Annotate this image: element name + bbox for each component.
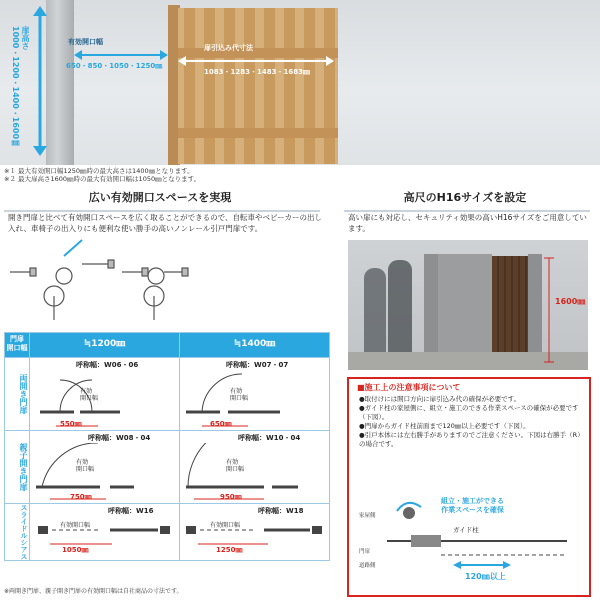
row-slide-lucias: スライドルシアス [5,504,30,561]
caution-item: ●ガイド柱の家屋側に、組立・施工のできる作業スペースの確保が必要です（下図）。 [359,404,579,421]
caution-item: ●門扉からガイド柱前面まで120㎜以上必要です（下図）。 [359,422,530,430]
caution-item: ●取付けには開口方向に扉引込み代の確保が必要です。 [359,395,521,403]
install-diagram [357,497,581,589]
left-section-paragraph: 開き門扉と比べて有効開口スペースを広く取ることができるので、自転車やベビーカーの出し入れ、車椅子の出入りにも便利な使い勝手の高いノンレール引戸門扉です。 [8,213,323,233]
wall-pillar [528,254,542,364]
model-name: 呼称幅：W10・04 [238,434,301,442]
inner-label: 有効 開口幅 [80,388,99,402]
height-label: 1600㎜ [555,297,586,306]
door-height-label: 扉高さ 1000・1200・1400・1600㎜ [11,26,30,148]
row-double-swing: 両開き門扉 [5,358,30,431]
person-silhouette [364,268,386,358]
table-footnote: ※両開き門扉、親子開き門扉の有効開口幅は自社商品の寸法です。 [4,588,183,595]
opening-comparison-table [4,332,330,561]
inner-label: 有効 開口幅 [230,388,249,402]
sliding-gate-image [178,8,338,164]
wall-pillar [424,254,438,364]
person-silhouette [388,260,412,360]
cell-slide-1400 [180,504,329,556]
height-arrow-icon [544,256,554,364]
retract-label: 扉引込み代寸法 [204,44,253,52]
door-diagram [180,370,330,430]
cell-parent-child-1400 [180,431,329,503]
caution-title: ■施工上の注意事項について [357,383,461,392]
opening-dim: 550㎜ [60,420,82,428]
inner-label: 有効 開口幅 [226,459,245,473]
cell-parent-child-1200 [30,431,179,503]
min-distance-label: 120㎜以上 [465,572,506,581]
inner-label: 有効開口幅 [210,522,241,529]
door-diagram [30,370,180,430]
retract-values: 1083・1283・1483・1683㎜ [204,68,310,76]
guide-post-label: ガイド柱 [453,526,479,534]
caution-box [347,377,591,597]
workspace-bubble: 組立・施工ができる 作業スペースを確保 [441,497,504,514]
road-side-label: 道路側 [359,563,376,569]
height-arrow-icon [30,6,50,156]
inner-label: 有効 開口幅 [76,459,95,473]
door-diagram [30,516,180,556]
door-diagram [180,443,330,503]
col-1200: ≒1200㎜ [30,333,180,358]
tall-gate [492,256,528,364]
cell-slide-1200 [30,504,179,556]
opening-width-label: 有効開口幅 [68,38,103,46]
opening-width-values: 650・850・1050・1250㎜ [66,62,163,70]
opening-dim: 950㎜ [220,493,242,501]
opening-arrow-icon [74,48,168,62]
hero-image [0,0,600,165]
note-1: ※１ 最大有効開口幅1250㎜時の最大高さは1400㎜となります。 [4,167,194,175]
model-name: 呼称幅：W18 [258,507,304,515]
opening-dim: 1250㎜ [216,546,243,554]
usage-illustration [4,236,324,322]
caution-item: ●引戸本体には左右勝手がありますのでご注意ください。下図は右勝手（R）の場合です。 [359,431,581,448]
gate-post [46,0,74,165]
cell-double-swing-1200 [30,358,179,430]
door-diagram [180,516,330,556]
opening-dim: 1050㎜ [62,546,89,554]
note-2: ※２ 最大扉高さ1600㎜時の最大有効開口幅は1050㎜となります。 [4,175,201,183]
table-corner: 門扉 開口幅 [5,333,30,358]
model-name: 呼称幅：W16 [108,507,154,515]
opening-dim: 750㎜ [70,493,92,501]
door-diagram [30,443,180,503]
right-section-heading: 高尺のH16サイズを設定 [403,191,527,204]
wall [438,254,492,364]
cell-double-swing-1400 [180,358,329,430]
row-parent-child: 親子開き門扉 [5,431,30,504]
tall-gate-photo [348,240,588,370]
model-name: 呼称幅：W07・07 [226,361,289,369]
right-section-paragraph: 高い扉にも対応し、セキュリティ効果の高いH16サイズをご用意しています。 [348,213,587,233]
retract-arrow-icon [178,54,334,68]
hero-notes [4,167,424,183]
left-section-heading: 広い有効開口スペースを実現 [88,191,232,204]
door-label: 門扉 [359,549,371,555]
house-side-label: 家屋側 [359,513,376,519]
inner-label: 有効開口幅 [60,522,91,529]
model-name: 呼称幅：W08・04 [88,434,151,442]
model-name: 呼称幅：W06・06 [76,361,139,369]
col-1400: ≒1400㎜ [180,333,330,358]
opening-dim: 650㎜ [210,420,232,428]
